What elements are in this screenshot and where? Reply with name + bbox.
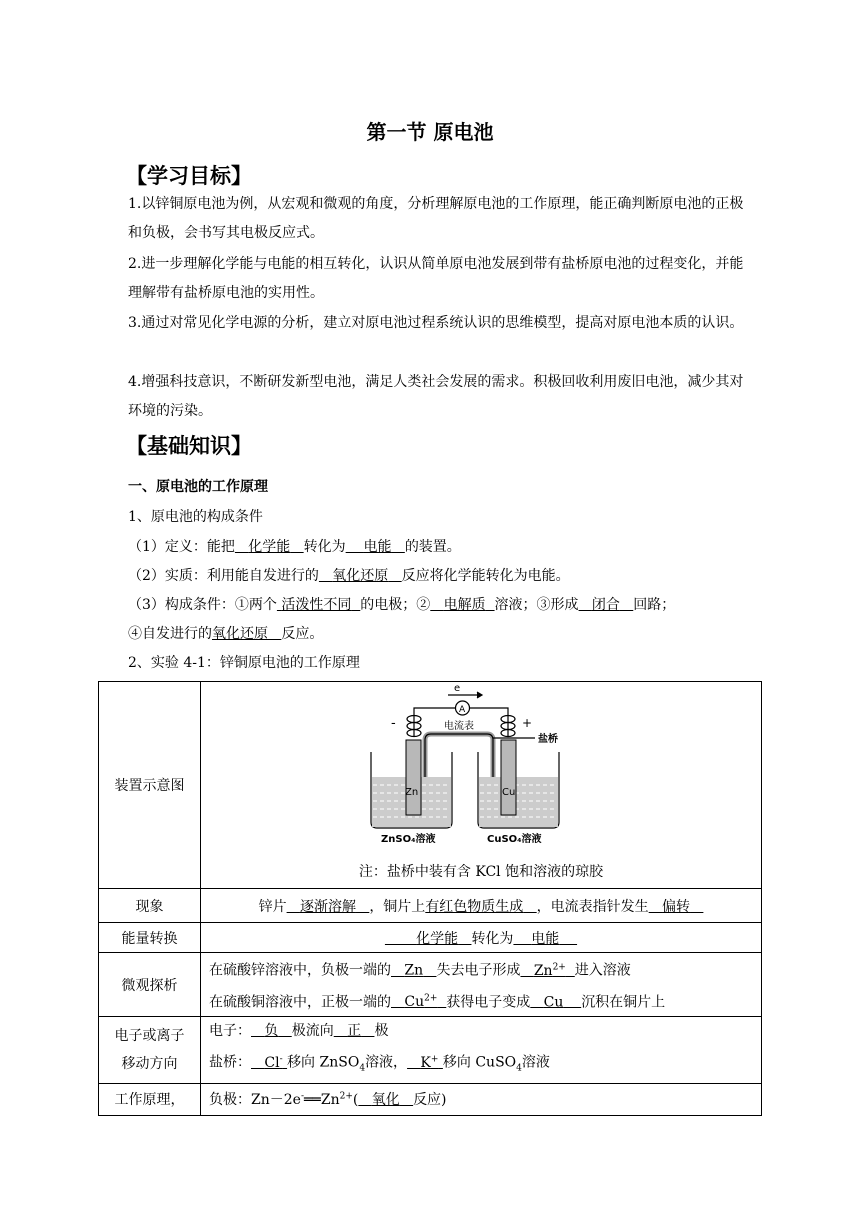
diagram-cell xyxy=(201,682,762,889)
salt-bridge-label: 盐桥 xyxy=(538,734,558,745)
label-device: 装置示意图 xyxy=(99,682,201,889)
plus-sign: + xyxy=(522,716,533,730)
table-row-working xyxy=(99,1083,762,1115)
label-movement: 电子或离子 移动方向 xyxy=(99,1017,201,1083)
objective-4: 4.增强科技意识，不断研发新型电池，满足人类社会发展的需求。积极回收利用废旧电池，减少其对环境的污染。 xyxy=(128,374,744,419)
section-heading-basics: 【基础知识】 xyxy=(126,434,252,458)
micro-cell: 在硫酸锌溶液中，负极一端的 Zn 失去电子形成 $Zn^{2+}$ 进入溶液 在硫酸铜溶液中，正极一端的 $Cu^{2+}$ 获得电子变成 Cu 沉积在铜片上 xyxy=(201,953,762,1017)
part1-heading: 一、原电池的工作原理 xyxy=(128,479,268,495)
label-energy: 能量转换 xyxy=(99,923,201,953)
item1-heading: 1、原电池的构成条件 xyxy=(128,509,263,525)
minus-sign: - xyxy=(391,716,396,731)
objective-3: 3.通过对常见化学电源的分析，建立对原电池过程系统认识的思维模型，提高对原电池本质的认识。 xyxy=(128,315,744,331)
table-row-energy xyxy=(99,923,762,953)
label-micro: 微观探析 xyxy=(99,953,201,1017)
phenomenon-cell: 锌片 逐渐溶解 ，铜片上有红色物质生成 ，电流表指针发生 偏转 xyxy=(201,889,762,923)
item2-heading: 2、实验 4-1：锌铜原电池的工作原理 xyxy=(128,655,360,671)
conditions-line: （3）构成条件：①两个 活泼性不同 的电极；② 电解质 溶液；③形成 闭合 回路； xyxy=(128,597,676,613)
conditions-line-2: ④自发进行的氧化还原 反应。 xyxy=(128,626,324,642)
label-phenomenon: 现象 xyxy=(99,889,201,923)
definition-line: （1）定义：能把 化学能 转化为 电能 的装置。 xyxy=(128,539,461,555)
objective-2: 2.进一步理解化学能与电能的相互转化，认识从简单原电池发展到带有盐桥原电池的过程变化，并能理解带有盐桥原电池的实用性。 xyxy=(128,256,744,301)
electron-label: e xyxy=(454,683,461,694)
objective-1: 1.以锌铜原电池为例，从宏观和微观的角度，分析理解原电池的工作原理，能正确判断原电池的正极和负极，会书写其电极反应式。 xyxy=(128,196,744,241)
table-row-micro xyxy=(99,953,762,1017)
section-heading-objectives: 【学习目标】 xyxy=(126,164,252,188)
right-solution-label: CuSO₄溶液 xyxy=(487,834,542,845)
working-cell: 负极：$Zn-2e^-══Zn^{2+}$( 氧化 反应) xyxy=(201,1083,762,1115)
energy-cell: 化学能 转化为 电能 xyxy=(201,923,762,953)
cu-label: Cu xyxy=(502,787,516,798)
meter-label: 电流表 xyxy=(444,721,474,732)
movement-cell: 电子： 负 极流向 正 极 盐桥： Cl- 移向 ZnSO$_4$溶液， K+ 移向 CuSO$_4$溶液 xyxy=(201,1017,762,1083)
table-row-device xyxy=(99,682,762,889)
galvanic-cell-diagram xyxy=(201,682,746,862)
left-solution-label: ZnSO₄溶液 xyxy=(381,834,436,845)
label-working: 工作原理， xyxy=(99,1083,201,1115)
table-row-phenomenon xyxy=(99,889,762,923)
diagram-note: 注：盐桥中装有含 KCl 饱和溶液的琼胶 xyxy=(358,864,604,880)
page-title: 第一节 原电池 xyxy=(366,120,494,144)
ammeter-label: A xyxy=(459,705,466,715)
zn-label: Zn xyxy=(405,787,419,798)
experiment-table xyxy=(98,681,762,1116)
table-row-movement xyxy=(99,1017,762,1083)
essence-line: （2）实质：利用能自发进行的 氧化还原 反应将化学能转化为电能。 xyxy=(128,568,570,584)
